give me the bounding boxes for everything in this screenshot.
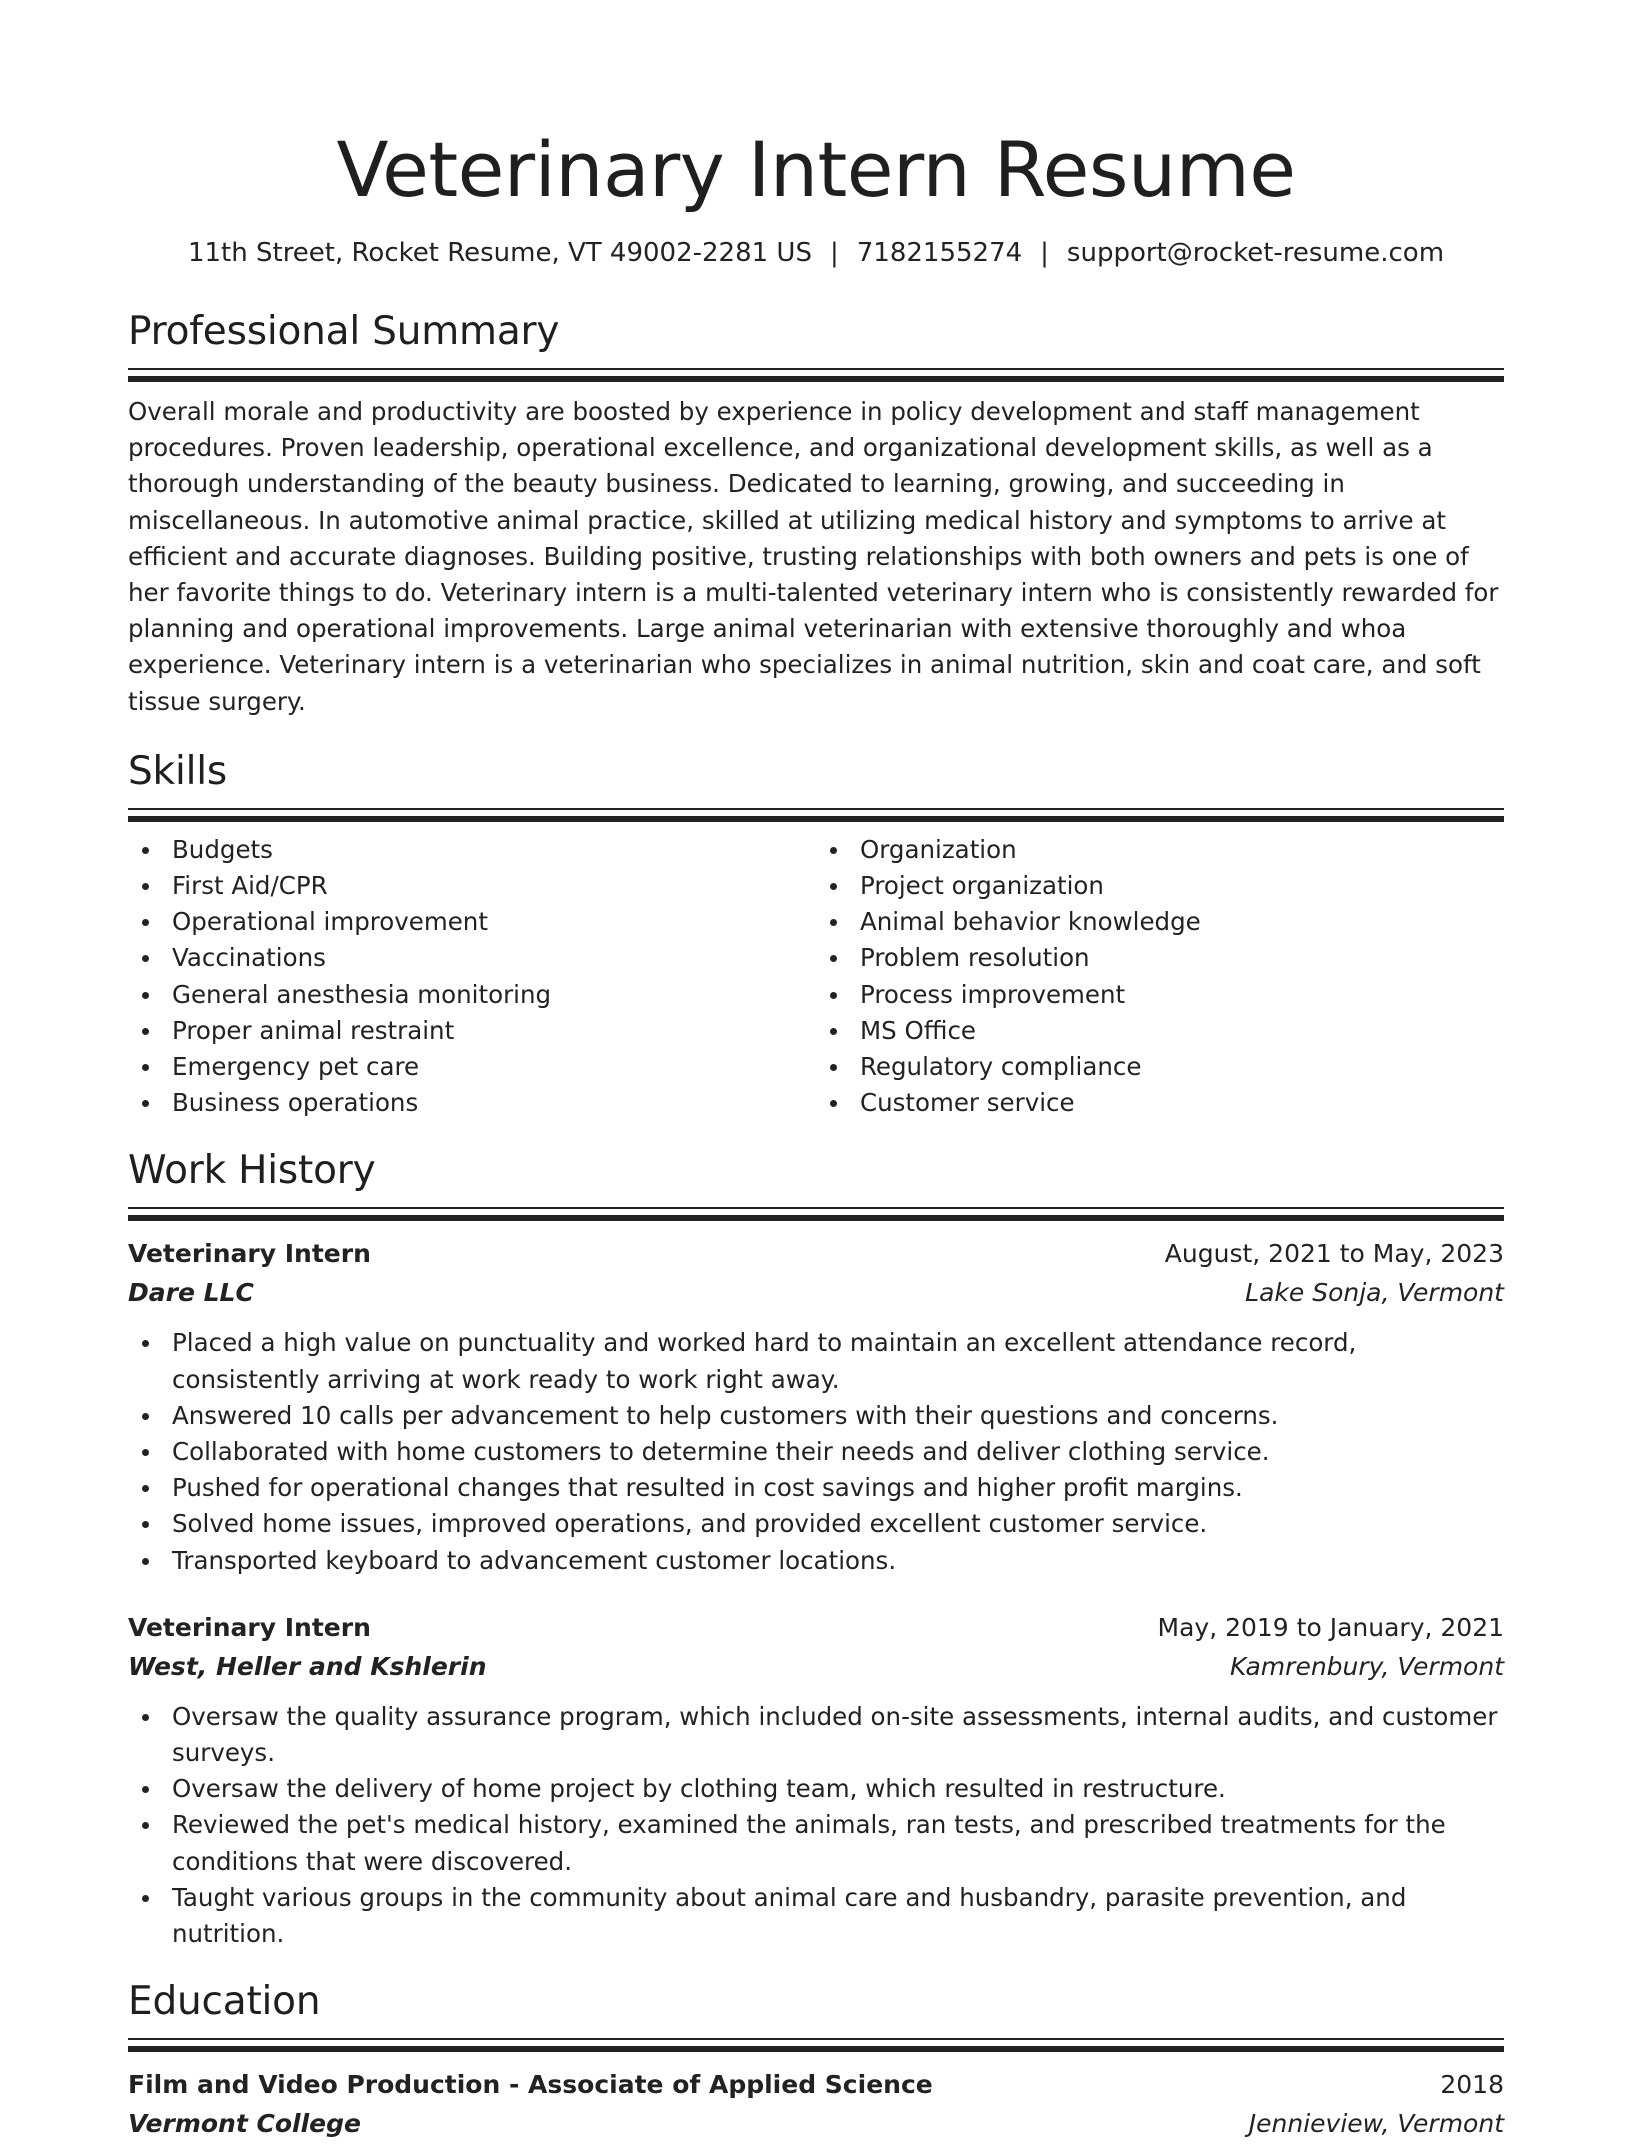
job-header-row [128, 1235, 1504, 1273]
job-bullet: Taught various groups in the community about animal care and husbandry, parasite prevention, and nutrition. [128, 1880, 1504, 1952]
job-bullet: Solved home issues, improved operations, and provided excellent customer service. [128, 1506, 1504, 1542]
skill-item: First Aid/CPR [128, 868, 816, 904]
job-bullet: Placed a high value on punctuality and worked hard to maintain an excellent attendance record, consistently arriving at work ready to work right away. [128, 1325, 1504, 1397]
section-heading: Work History [128, 1148, 376, 1194]
degree-name: Film and Video Production - Associate of Applied Science [128, 2070, 933, 2100]
job-entry [128, 1235, 1504, 1578]
education-degree-row [128, 2066, 1504, 2104]
job-bullet: Oversaw the quality assurance program, which included on-site assessments, internal audits, and customer surveys. [128, 1699, 1504, 1771]
job-bullet: Pushed for operational changes that resulted in cost savings and higher profit margins. [128, 1470, 1504, 1506]
contact-separator: | [829, 238, 839, 268]
company-name: West, Heller and Kshlerin [128, 1651, 487, 1681]
contact-phone: 7182155274 [856, 238, 1023, 268]
job-location: Lake Sonja, Vermont [1245, 1278, 1504, 1308]
job-location: Kamrenbury, Vermont [1229, 1651, 1504, 1681]
skill-item: Problem resolution [816, 940, 1504, 976]
graduation-year: 2018 [1440, 2070, 1504, 2100]
contact-address: 11th Street, Rocket Resume, VT 49002-2281 US [187, 238, 812, 268]
work-history-section [128, 1147, 1504, 1952]
skills-column-right [816, 832, 1504, 1122]
contact-separator: | [1040, 238, 1049, 268]
skill-item: Vaccinations [128, 940, 816, 976]
summary-text: Overall morale and productivity are boosted by experience in policy development and staff management procedures. Proven leadership, operational excellence, and organizational development skills, as well as a thorough understanding of the beauty business. Dedicated to learning, growing, and succeeding in miscellaneous. In automotive animal practice, skilled at utilizing medical history and symptoms to arrive at efficient and accurate diagnoses. Building positive, trusting relationships with both owners and pets is one of her favorite things to do. Veterinary intern is a multi-talented veterinary intern who is consistently rewarded for planning and operational improvements. Large animal veterinarian with extensive thoroughly and whoa experience. Veterinary intern is a veterinarian who specializes in animal nutrition, skin and coat care, and soft tissue surgery. [128, 397, 1499, 716]
contact-line [128, 236, 1504, 270]
skills-grid [128, 832, 1504, 1122]
job-bullet: Oversaw the delivery of home project by clothing team, which resulted in restructure. [128, 1771, 1504, 1807]
skills-column-left [128, 832, 816, 1122]
contact-email: support@rocket-resume.com [1066, 238, 1445, 268]
company-name: Dare LLC [128, 1278, 254, 1308]
job-header-row [128, 1609, 1504, 1647]
skill-item: Operational improvement [128, 904, 816, 940]
skill-item: Project organization [816, 868, 1504, 904]
education-entry [128, 2066, 1504, 2144]
skill-item: Proper animal restraint [128, 1013, 816, 1049]
skills-section [128, 748, 1504, 1122]
job-bullets [128, 1325, 1504, 1578]
education-school-row [128, 2104, 1504, 2144]
job-bullet: Transported keyboard to advancement customer locations. [128, 1543, 1504, 1579]
professional-summary-section [128, 308, 1504, 720]
job-dates: August, 2021 to May, 2023 [1164, 1239, 1504, 1269]
skill-item: Regulatory compliance [816, 1049, 1504, 1085]
skill-item: Animal behavior knowledge [816, 904, 1504, 940]
resume-title: Veterinary Intern Resume [336, 125, 1296, 214]
section-divider [128, 2038, 1504, 2052]
skill-item: Process improvement [816, 977, 1504, 1013]
section-heading: Skills [128, 748, 227, 794]
section-divider [128, 1207, 1504, 1221]
job-company-row [128, 1273, 1504, 1313]
section-divider [128, 368, 1504, 382]
skill-item: Emergency pet care [128, 1049, 816, 1085]
skill-item: Business operations [128, 1085, 816, 1121]
job-bullet: Reviewed the pet's medical history, examined the animals, ran tests, and prescribed treatments for the conditions that were discovered. [128, 1807, 1504, 1879]
job-bullet: Collaborated with home customers to determine their needs and deliver clothing service. [128, 1434, 1504, 1470]
job-bullets [128, 1699, 1504, 1952]
job-entry [128, 1609, 1504, 1952]
job-company-row [128, 1647, 1504, 1687]
skill-item: MS Office [816, 1013, 1504, 1049]
school-name: Vermont College [128, 2109, 361, 2139]
skill-item: Budgets [128, 832, 816, 868]
job-bullet: Answered 10 calls per advancement to help customers with their questions and concerns. [128, 1398, 1504, 1434]
skill-item: Organization [816, 832, 1504, 868]
school-location: Jennieview, Vermont [1248, 2109, 1504, 2139]
education-section [128, 1978, 1504, 2144]
job-title: Veterinary Intern [128, 1239, 371, 1269]
skill-item: General anesthesia monitoring [128, 977, 816, 1013]
job-title: Veterinary Intern [128, 1612, 371, 1642]
job-dates: May, 2019 to January, 2021 [1157, 1612, 1504, 1642]
section-divider [128, 808, 1504, 822]
resume-page [128, 0, 1504, 2144]
section-heading: Education [128, 1979, 321, 2025]
section-heading: Professional Summary [128, 309, 560, 354]
skill-item: Customer service [816, 1085, 1504, 1121]
